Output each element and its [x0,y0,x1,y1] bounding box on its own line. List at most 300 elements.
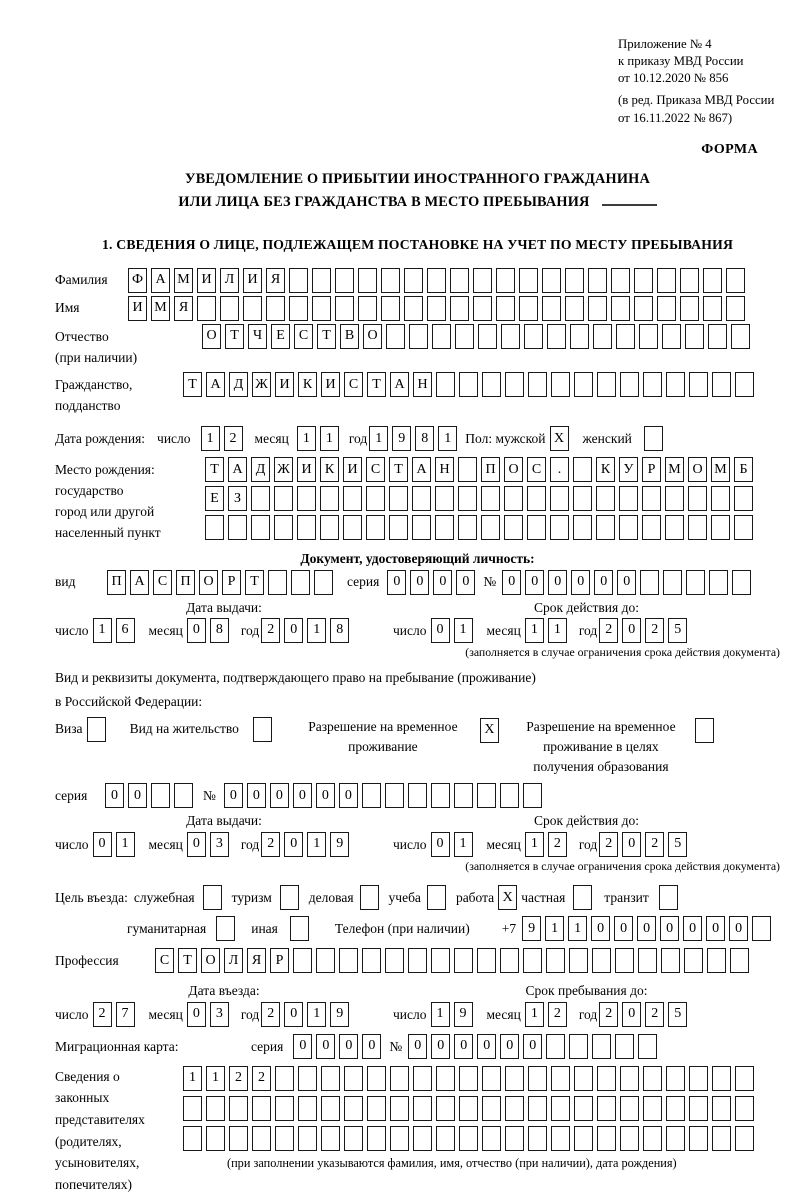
form-cell[interactable] [496,268,515,293]
form-cell[interactable] [657,268,676,293]
form-cell[interactable] [634,268,653,293]
form-cell[interactable] [732,570,751,595]
form-cell[interactable] [360,885,379,910]
form-cell[interactable] [570,324,589,349]
form-cell[interactable]: Л [224,948,243,973]
form-cell[interactable]: Т [183,372,202,397]
form-cell[interactable] [703,296,722,321]
form-cell[interactable]: 0 [284,1002,303,1027]
form-cell[interactable] [735,1126,754,1151]
form-cell[interactable] [151,783,170,808]
form-cell[interactable]: 0 [431,832,450,857]
form-cell[interactable] [473,268,492,293]
form-cell[interactable]: 0 [431,618,450,643]
form-cell[interactable] [643,372,662,397]
form-cell[interactable]: 0 [706,916,725,941]
form-cell[interactable] [528,1066,547,1091]
form-cell[interactable] [389,486,408,511]
form-cell[interactable] [344,1096,363,1121]
form-cell[interactable] [551,1096,570,1121]
form-cell[interactable]: 1 [525,618,544,643]
form-cell[interactable] [640,570,659,595]
form-cell[interactable]: 9 [330,832,349,857]
form-cell[interactable]: И [275,372,294,397]
form-cell[interactable]: 0 [187,832,206,857]
form-cell[interactable] [216,916,235,941]
form-cell[interactable] [574,1066,593,1091]
form-cell[interactable] [642,515,661,540]
form-cell[interactable]: А [206,372,225,397]
form-cell[interactable] [275,1126,294,1151]
form-cell[interactable] [574,1096,593,1121]
form-cell[interactable] [366,515,385,540]
form-cell[interactable] [735,372,754,397]
form-cell[interactable] [726,268,745,293]
form-cell[interactable]: М [151,296,170,321]
form-cell[interactable] [657,296,676,321]
form-cell[interactable] [459,1126,478,1151]
form-cell[interactable] [688,515,707,540]
form-cell[interactable] [183,1096,202,1121]
form-cell[interactable] [611,268,630,293]
form-cell[interactable] [321,1066,340,1091]
form-cell[interactable] [666,1066,685,1091]
form-cell[interactable] [481,515,500,540]
form-cell[interactable] [197,296,216,321]
form-cell[interactable]: 0 [284,832,303,857]
form-cell[interactable] [427,268,446,293]
form-cell[interactable] [504,515,523,540]
form-cell[interactable] [243,296,262,321]
form-cell[interactable]: 5 [668,1002,687,1027]
form-cell[interactable] [203,885,222,910]
form-cell[interactable] [458,457,477,482]
form-cell[interactable] [312,296,331,321]
form-cell[interactable]: 5 [668,618,687,643]
form-cell[interactable] [459,1096,478,1121]
form-cell[interactable] [362,948,381,973]
form-cell[interactable]: Д [229,372,248,397]
form-cell[interactable] [408,948,427,973]
form-cell[interactable]: Т [389,457,408,482]
form-cell[interactable]: 1 [206,1066,225,1091]
form-cell[interactable]: Е [271,324,290,349]
form-cell[interactable]: 0 [247,783,266,808]
form-cell[interactable] [412,515,431,540]
form-cell[interactable]: 0 [187,1002,206,1027]
form-cell[interactable]: О [504,457,523,482]
form-cell[interactable] [712,1096,731,1121]
form-cell[interactable]: 2 [224,426,243,451]
form-cell[interactable] [662,324,681,349]
form-cell[interactable] [275,1096,294,1121]
form-cell[interactable]: 1 [369,426,388,451]
form-cell[interactable]: 0 [454,1034,473,1059]
form-cell[interactable]: Б [734,457,753,482]
form-cell[interactable] [619,515,638,540]
form-cell[interactable] [381,268,400,293]
form-cell[interactable]: 0 [500,1034,519,1059]
form-cell[interactable] [290,916,309,941]
form-cell[interactable]: 2 [548,1002,567,1027]
form-cell[interactable] [519,268,538,293]
form-cell[interactable] [454,783,473,808]
form-cell[interactable] [643,1126,662,1151]
form-cell[interactable]: 2 [261,1002,280,1027]
form-cell[interactable] [482,1066,501,1091]
form-cell[interactable] [711,486,730,511]
form-cell[interactable]: 0 [293,1034,312,1059]
form-cell[interactable] [689,372,708,397]
form-cell[interactable]: М [665,457,684,482]
form-cell[interactable] [409,324,428,349]
form-cell[interactable] [312,268,331,293]
form-cell[interactable] [412,486,431,511]
form-cell[interactable] [431,783,450,808]
form-cell[interactable] [644,426,663,451]
form-cell[interactable]: 0 [525,570,544,595]
form-cell[interactable]: X [550,426,569,451]
form-cell[interactable] [344,1126,363,1151]
form-cell[interactable] [274,486,293,511]
form-cell[interactable] [573,885,592,910]
form-cell[interactable] [459,1066,478,1091]
form-cell[interactable]: 3 [210,832,229,857]
form-cell[interactable] [505,1066,524,1091]
form-cell[interactable] [592,1034,611,1059]
form-cell[interactable] [550,515,569,540]
form-cell[interactable] [615,948,634,973]
form-cell[interactable]: К [320,457,339,482]
form-cell[interactable]: 0 [408,1034,427,1059]
form-cell[interactable] [711,515,730,540]
form-cell[interactable] [574,1126,593,1151]
form-cell[interactable] [404,296,423,321]
form-cell[interactable]: 6 [116,618,135,643]
form-cell[interactable] [275,1066,294,1091]
form-cell[interactable]: 1 [320,426,339,451]
form-cell[interactable]: Я [174,296,193,321]
form-cell[interactable]: О [363,324,382,349]
form-cell[interactable] [565,268,584,293]
form-cell[interactable] [659,885,678,910]
form-cell[interactable]: 1 [568,916,587,941]
form-cell[interactable]: 1 [548,618,567,643]
form-cell[interactable] [427,296,446,321]
form-cell[interactable]: Т [317,324,336,349]
form-cell[interactable] [450,296,469,321]
form-cell[interactable] [87,717,106,742]
form-cell[interactable] [481,486,500,511]
form-cell[interactable] [229,1126,248,1151]
form-cell[interactable] [542,296,561,321]
form-cell[interactable] [458,486,477,511]
form-cell[interactable]: М [174,268,193,293]
form-cell[interactable]: 5 [668,832,687,857]
form-cell[interactable] [528,372,547,397]
form-cell[interactable]: 0 [339,1034,358,1059]
form-cell[interactable]: И [197,268,216,293]
form-cell[interactable]: М [711,457,730,482]
form-cell[interactable] [427,885,446,910]
form-cell[interactable] [615,1034,634,1059]
form-cell[interactable]: 0 [548,570,567,595]
form-cell[interactable] [482,1096,501,1121]
form-cell[interactable]: 0 [224,783,243,808]
form-cell[interactable] [642,486,661,511]
form-cell[interactable] [588,268,607,293]
form-cell[interactable] [527,515,546,540]
form-cell[interactable] [573,486,592,511]
form-cell[interactable] [482,372,501,397]
form-cell[interactable] [413,1096,432,1121]
form-cell[interactable] [289,268,308,293]
form-cell[interactable] [367,1066,386,1091]
form-cell[interactable] [665,486,684,511]
form-cell[interactable] [316,948,335,973]
form-cell[interactable]: Ж [252,372,271,397]
form-cell[interactable] [523,783,542,808]
form-cell[interactable] [569,1034,588,1059]
form-cell[interactable] [386,324,405,349]
form-cell[interactable] [205,515,224,540]
form-cell[interactable]: Н [413,372,432,397]
form-cell[interactable] [527,486,546,511]
form-cell[interactable] [253,717,272,742]
form-cell[interactable] [289,296,308,321]
form-cell[interactable]: 1 [307,1002,326,1027]
form-cell[interactable] [435,515,454,540]
form-cell[interactable]: А [130,570,149,595]
form-cell[interactable] [500,783,519,808]
form-cell[interactable] [320,515,339,540]
form-cell[interactable]: С [153,570,172,595]
form-cell[interactable] [367,1126,386,1151]
form-cell[interactable] [358,268,377,293]
form-cell[interactable] [619,486,638,511]
form-cell[interactable]: 0 [410,570,429,595]
form-cell[interactable] [593,324,612,349]
form-cell[interactable] [616,324,635,349]
form-cell[interactable] [206,1096,225,1121]
form-cell[interactable] [343,486,362,511]
form-cell[interactable]: 0 [622,832,641,857]
form-cell[interactable] [251,486,270,511]
form-cell[interactable]: 0 [293,783,312,808]
form-cell[interactable]: 0 [683,916,702,941]
form-cell[interactable] [730,948,749,973]
form-cell[interactable] [293,948,312,973]
form-cell[interactable]: П [481,457,500,482]
form-cell[interactable] [390,1096,409,1121]
form-cell[interactable] [431,948,450,973]
form-cell[interactable]: 9 [454,1002,473,1027]
form-cell[interactable]: Я [247,948,266,973]
form-cell[interactable]: И [128,296,147,321]
form-cell[interactable] [436,1066,455,1091]
form-cell[interactable] [712,372,731,397]
form-cell[interactable]: 2 [229,1066,248,1091]
form-cell[interactable]: 0 [594,570,613,595]
form-cell[interactable]: 9 [330,1002,349,1027]
form-cell[interactable] [620,1126,639,1151]
form-cell[interactable] [574,372,593,397]
form-cell[interactable] [551,1126,570,1151]
form-cell[interactable]: А [412,457,431,482]
form-cell[interactable] [734,515,753,540]
form-cell[interactable]: 0 [187,618,206,643]
form-cell[interactable] [389,515,408,540]
form-cell[interactable]: 1 [438,426,457,451]
form-cell[interactable] [573,515,592,540]
form-cell[interactable]: Ф [128,268,147,293]
form-cell[interactable] [501,324,520,349]
form-cell[interactable]: . [550,457,569,482]
form-cell[interactable]: 2 [599,618,618,643]
form-cell[interactable] [473,296,492,321]
form-cell[interactable] [597,372,616,397]
form-cell[interactable]: 1 [525,1002,544,1027]
form-cell[interactable] [523,948,542,973]
form-cell[interactable] [390,1126,409,1151]
form-cell[interactable]: Е [205,486,224,511]
form-cell[interactable]: 1 [454,618,473,643]
form-cell[interactable] [455,324,474,349]
form-cell[interactable]: 9 [392,426,411,451]
form-cell[interactable]: П [107,570,126,595]
form-cell[interactable]: 2 [645,618,664,643]
form-cell[interactable]: О [202,324,221,349]
form-cell[interactable]: 1 [307,832,326,857]
form-cell[interactable] [565,296,584,321]
form-cell[interactable] [266,296,285,321]
form-cell[interactable] [321,1126,340,1151]
form-cell[interactable] [638,1034,657,1059]
form-cell[interactable]: О [688,457,707,482]
form-cell[interactable] [496,296,515,321]
form-cell[interactable] [477,948,496,973]
form-cell[interactable] [366,486,385,511]
form-cell[interactable] [551,1066,570,1091]
form-cell[interactable]: 2 [548,832,567,857]
form-cell[interactable]: С [344,372,363,397]
form-cell[interactable] [404,268,423,293]
form-cell[interactable]: З [228,486,247,511]
form-cell[interactable] [297,486,316,511]
form-cell[interactable] [666,372,685,397]
form-cell[interactable]: 1 [545,916,564,941]
form-cell[interactable]: X [480,718,499,743]
form-cell[interactable]: 0 [456,570,475,595]
form-cell[interactable]: 2 [645,1002,664,1027]
form-cell[interactable]: 8 [415,426,434,451]
form-cell[interactable] [519,296,538,321]
form-cell[interactable] [712,1066,731,1091]
form-cell[interactable] [459,372,478,397]
form-cell[interactable]: 2 [252,1066,271,1091]
form-cell[interactable] [432,324,451,349]
form-cell[interactable]: 0 [617,570,636,595]
form-cell[interactable] [689,1066,708,1091]
form-cell[interactable]: 1 [297,426,316,451]
form-cell[interactable] [708,324,727,349]
form-cell[interactable] [335,268,354,293]
form-cell[interactable] [252,1096,271,1121]
form-cell[interactable]: А [151,268,170,293]
form-cell[interactable]: Ч [248,324,267,349]
form-cell[interactable] [703,268,722,293]
form-cell[interactable] [482,1126,501,1151]
form-cell[interactable]: 8 [330,618,349,643]
form-cell[interactable]: 2 [599,1002,618,1027]
form-cell[interactable] [735,1066,754,1091]
form-cell[interactable] [666,1126,685,1151]
form-cell[interactable] [381,296,400,321]
form-cell[interactable]: Р [270,948,289,973]
form-cell[interactable] [291,570,310,595]
form-cell[interactable]: А [228,457,247,482]
form-cell[interactable] [298,1066,317,1091]
form-cell[interactable] [638,948,657,973]
form-cell[interactable]: Т [225,324,244,349]
form-cell[interactable] [688,486,707,511]
form-cell[interactable] [297,515,316,540]
form-cell[interactable] [546,1034,565,1059]
form-cell[interactable] [314,570,333,595]
form-cell[interactable] [362,783,381,808]
form-cell[interactable] [505,1096,524,1121]
form-cell[interactable] [477,783,496,808]
form-cell[interactable]: 3 [210,1002,229,1027]
form-cell[interactable] [680,296,699,321]
form-cell[interactable]: С [294,324,313,349]
form-cell[interactable] [206,1126,225,1151]
form-cell[interactable] [183,1126,202,1151]
form-cell[interactable]: Ж [274,457,293,482]
form-cell[interactable] [620,1066,639,1091]
form-cell[interactable] [458,515,477,540]
form-cell[interactable] [550,486,569,511]
form-cell[interactable] [335,296,354,321]
form-cell[interactable] [735,1096,754,1121]
form-cell[interactable]: 8 [210,618,229,643]
form-cell[interactable]: 2 [261,618,280,643]
form-cell[interactable]: 0 [523,1034,542,1059]
form-cell[interactable]: А [390,372,409,397]
form-cell[interactable] [663,570,682,595]
form-cell[interactable]: 1 [454,832,473,857]
form-cell[interactable] [343,515,362,540]
form-cell[interactable] [611,296,630,321]
form-cell[interactable] [413,1066,432,1091]
form-cell[interactable]: 1 [307,618,326,643]
form-cell[interactable]: 1 [93,618,112,643]
form-cell[interactable] [367,1096,386,1121]
form-cell[interactable] [528,1126,547,1151]
form-cell[interactable]: С [527,457,546,482]
form-cell[interactable] [588,296,607,321]
form-cell[interactable]: 0 [729,916,748,941]
form-cell[interactable]: 0 [284,618,303,643]
form-cell[interactable] [596,486,615,511]
form-cell[interactable] [478,324,497,349]
form-cell[interactable]: 1 [201,426,220,451]
form-cell[interactable] [385,948,404,973]
form-cell[interactable]: Я [266,268,285,293]
form-cell[interactable]: 0 [433,570,452,595]
form-cell[interactable] [684,948,703,973]
form-cell[interactable] [643,1066,662,1091]
